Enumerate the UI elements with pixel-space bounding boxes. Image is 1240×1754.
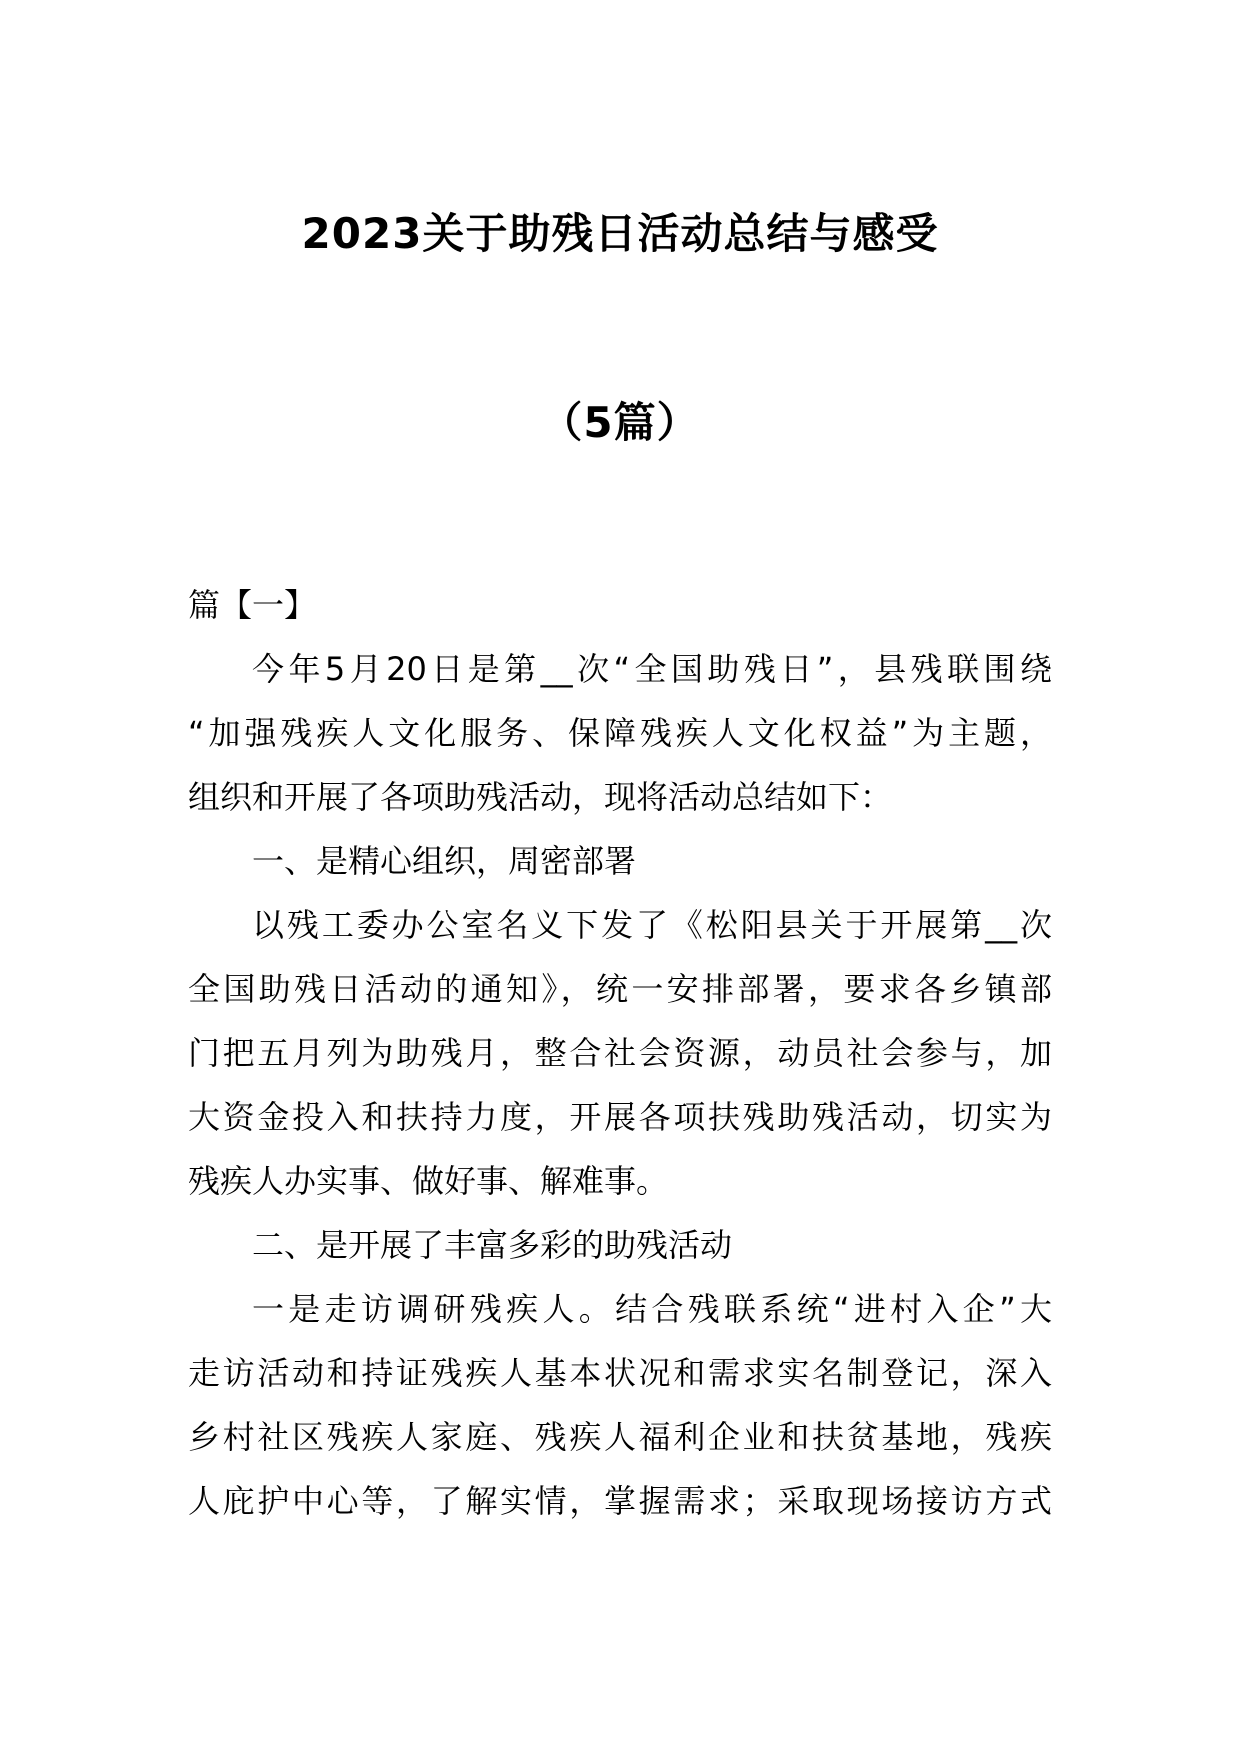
body-line: 组织和开展了各项助残活动，现将活动总结如下： [188,778,893,816]
subheading-line: 一、是精心组织，周密部署 [252,842,637,880]
body-line: 大资金投入和扶持力度，开展各项扶残助残活动，切实为 [188,1098,1052,1136]
body-line: 走访活动和持证残疾人基本状况和需求实名制登记，深入 [188,1354,1052,1392]
body-line: 全国助残日活动的通知》，统一安排部署，要求各乡镇部 [188,970,1052,1008]
body-line: 乡村社区残疾人家庭、残疾人福利企业和扶贫基地，残疾 [188,1418,1052,1456]
body-line: 一是走访调研残疾人。结合残联系统“进村入企”大 [252,1290,1052,1328]
body-line: 以残工委办公室名义下发了《松阳县关于开展第__次 [252,906,1052,944]
body-line: “加强残疾人文化服务、保障残疾人文化权益”为主题， [188,714,1052,752]
body-line: 今年5月20日是第__次“全国助残日”，县残联围绕 [252,650,1052,688]
body-line: 人庇护中心等，了解实情，掌握需求；采取现场接访方式 [188,1482,1052,1520]
document-body [188,573,1052,1533]
body-line: 残疾人办实事、做好事、解难事。 [188,1162,669,1200]
document-subtitle: （5篇） [540,398,700,447]
body-line: 门把五月列为助残月，整合社会资源，动员社会参与，加 [188,1034,1052,1072]
subheading-line: 二、是开展了丰富多彩的助残活动 [252,1226,733,1264]
document-title: 2023关于助残日活动总结与感受 [301,209,939,258]
section-heading: 篇【一】 [188,586,317,624]
